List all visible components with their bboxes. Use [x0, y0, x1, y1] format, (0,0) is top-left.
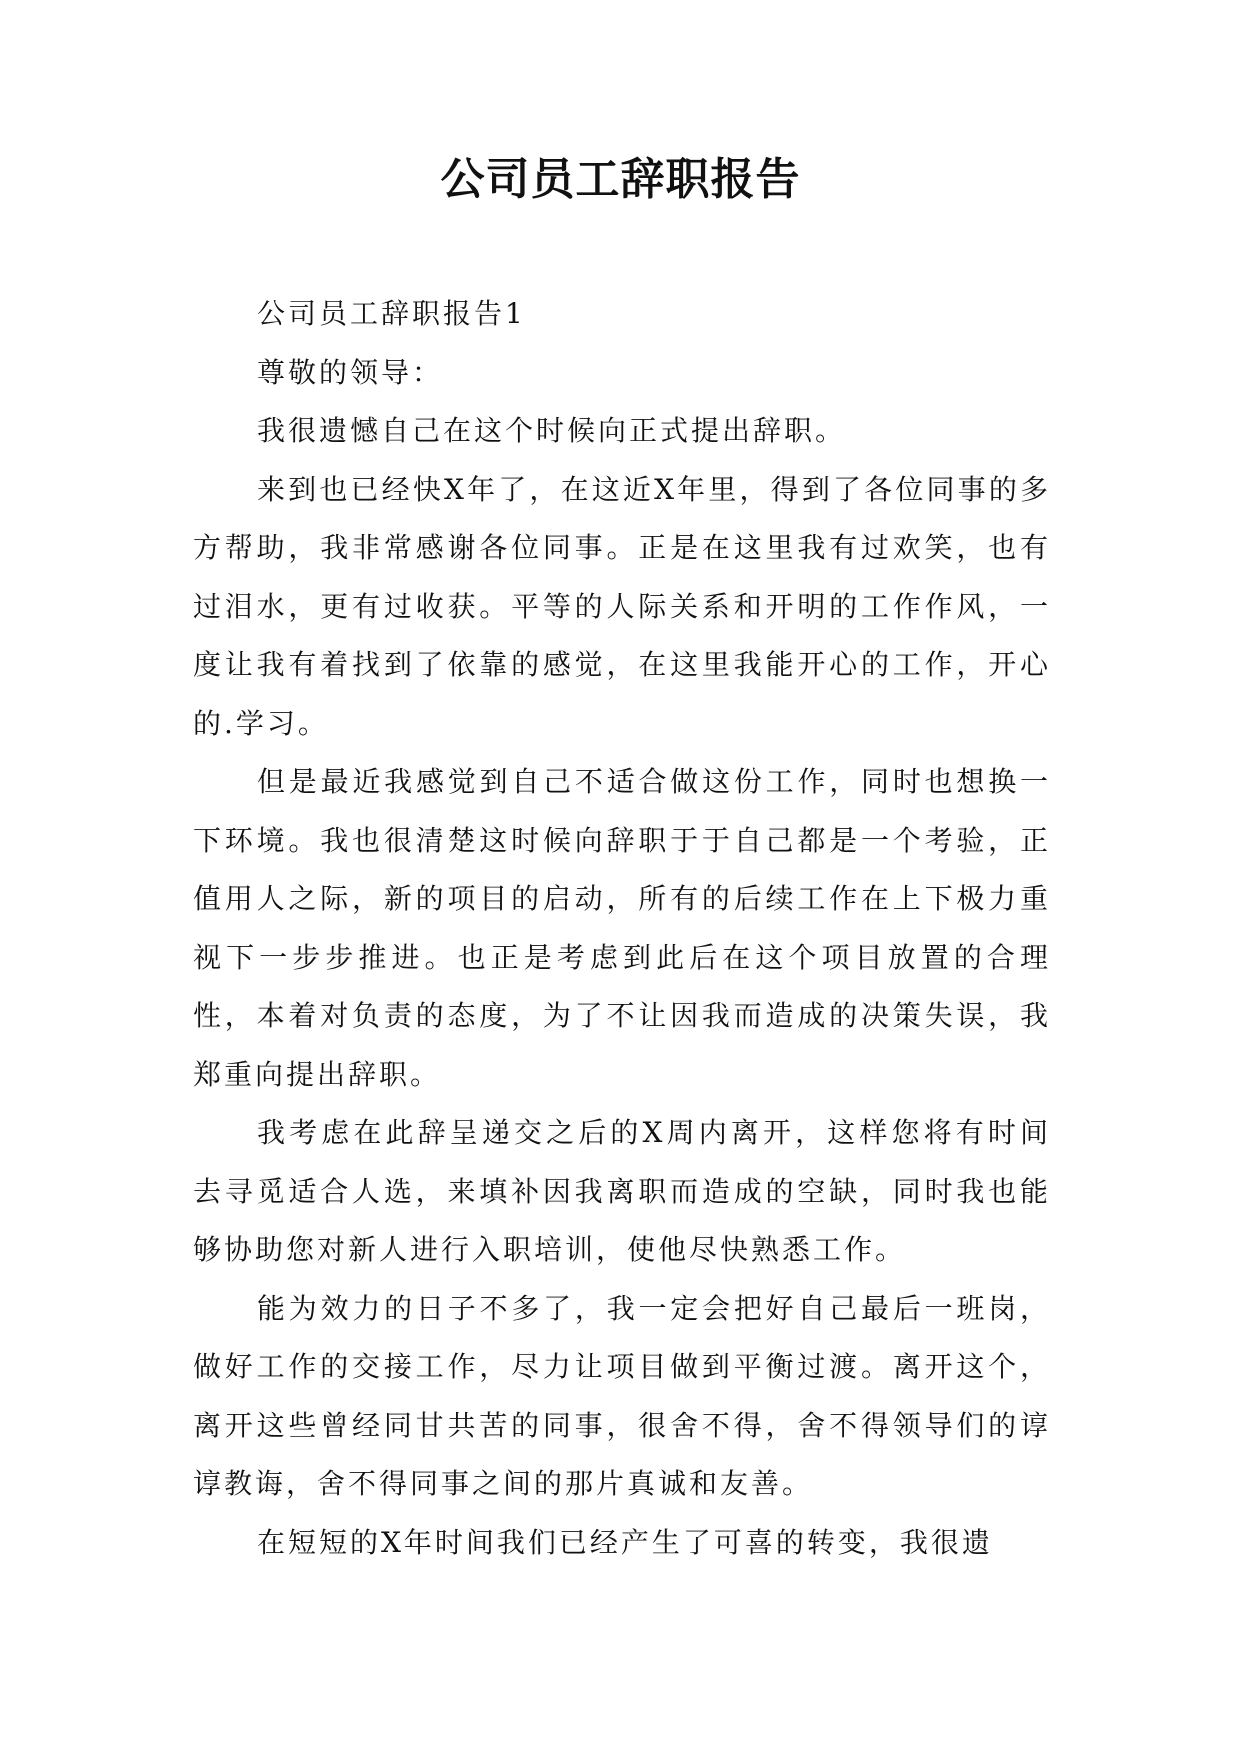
paragraph: 在短短的X年时间我们已经产生了可喜的转变，我很遗 — [257, 1525, 993, 1559]
paragraph: 但是最近我感觉到自己不适合做这份工作，同时也想换一下环境。我也很清楚这时候向辞职于于自己都是一个考验，正值用人之际，新的项目的启动，所有的后续工作在上下极力重视下一步步推进。也正是考虑到此后在这个项目放置的合理性，本着对负责的态度，为了不让因我而造成的决策失误，我郑重向提出辞职。 — [193, 765, 1051, 1091]
document-body — [193, 285, 1051, 1572]
document-title: 公司员工辞职报告 — [440, 154, 801, 205]
paragraph-salutation: 尊敬的领导： — [257, 355, 444, 389]
paragraph-heading: 公司员工辞职报告1 — [257, 297, 526, 330]
paragraph: 我很遗憾自己在这个时候向正式提出辞职。 — [257, 414, 847, 447]
paragraph: 来到也已经快X年了，在这近X年里，得到了各位同事的多方帮助，我非常感谢各位同事。正是在这里我有过欢笑，也有过泪水，更有过收获。平等的人际关系和开明的工作作风，一度让我有着找到了依靠的感觉，在这里我能开心的工作，开心的.学习。 — [193, 472, 1051, 740]
paragraph: 我考虑在此辞呈递交之后的X周内离开，这样您将有时间去寻觅适合人选，来填补因我离职而造成的空缺，同时我也能够协助您对新人进行入职培训，使他尽快熟悉工作。 — [193, 1116, 1051, 1266]
paragraph: 能为效力的日子不多了，我一定会把好自己最后一班岗，做好工作的交接工作，尽力让项目做到平衡过渡。离开这个，离开这些曾经同甘共苦的同事，很舍不得，舍不得领导们的谆谆教诲，舍不得同事之间的那片真诚和友善。 — [193, 1291, 1051, 1500]
